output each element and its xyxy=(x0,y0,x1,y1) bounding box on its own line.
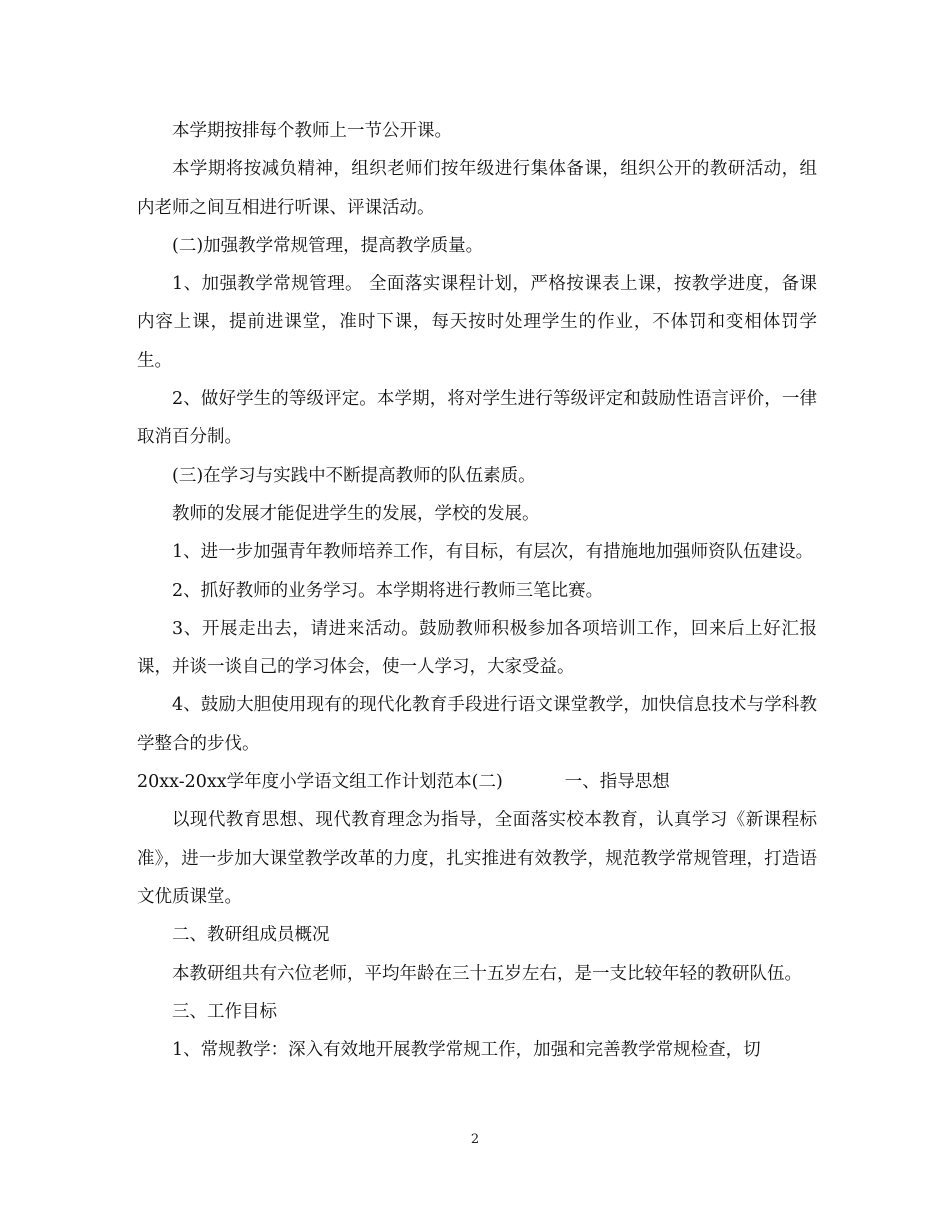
page-number: 2 xyxy=(470,1132,480,1147)
paragraph: 1、常规教学：深入有效地开展教学常规工作，加强和完善教学常规检查，切 xyxy=(172,1040,761,1061)
paragraph: (三)在学习与实践中不断提高教师的队伍素质。 xyxy=(172,465,536,486)
paragraph: (二)加强教学常规管理，提高教学质量。 xyxy=(172,235,484,256)
paragraph: 以现代教育思想、现代教育理念为指导，全面落实校本教育，认真学习《新课程标准》，进一步加大课堂教学改革的力度，扎实推进有效教学，规范教学常规管理，打造语文优质课堂。 xyxy=(137,810,817,907)
paragraph: 3、开展走出去，请进来活动。鼓励教师积极参加各项培训工作，回来后上好汇报课，并谈一谈自己的学习体会，使一人学习，大家受益。 xyxy=(137,618,817,678)
paragraph: 教师的发展才能促进学生的发展，学校的发展。 xyxy=(172,503,540,524)
document-title: 20xx-20xx学年度小学语文组工作计划范本(二) xyxy=(137,772,503,793)
section-title: 一、指导思想 xyxy=(564,772,670,793)
paragraph: 本学期将按减负精神，组织老师们按年级进行集体备课，组织公开的教研活动，组内老师之间互相进行听课、评课活动。 xyxy=(137,159,817,218)
paragraph: 本教研组共有六位老师，平均年龄在三十五岁左右，是一支比较年轻的教研队伍。 xyxy=(172,963,802,984)
section-heading xyxy=(137,763,817,801)
paragraph: 4、鼓励大胆使用现有的现代化教育手段进行语文课堂教学，加快信息技术与学科教学整合的步伐。 xyxy=(137,695,817,754)
heading-spacer xyxy=(503,763,565,801)
document-body xyxy=(137,112,817,1069)
subheading: 二、教研组成员概况 xyxy=(172,925,330,946)
paragraph: 2、抓好教师的业务学习。本学期将进行教师三笔比赛。 xyxy=(172,580,604,601)
subheading: 三、工作目标 xyxy=(172,1001,277,1022)
paragraph: 1、进一步加强青年教师培养工作，有目标，有层次，有措施地加强师资队伍建设。 xyxy=(172,542,814,563)
paragraph: 1、加强教学常规管理。 全面落实课程计划，严格按课表上课，按教学进度，备课内容上课，提前进课堂，准时下课，每天按时处理学生的作业，不体罚和变相体罚学生。 xyxy=(137,274,817,371)
paragraph: 本学期按排每个教师上一节公开课。 xyxy=(172,121,452,141)
paragraph: 2、做好学生的等级评定。本学期，将对学生进行等级评定和鼓励性语言评价，一律取消百分制。 xyxy=(137,389,817,448)
